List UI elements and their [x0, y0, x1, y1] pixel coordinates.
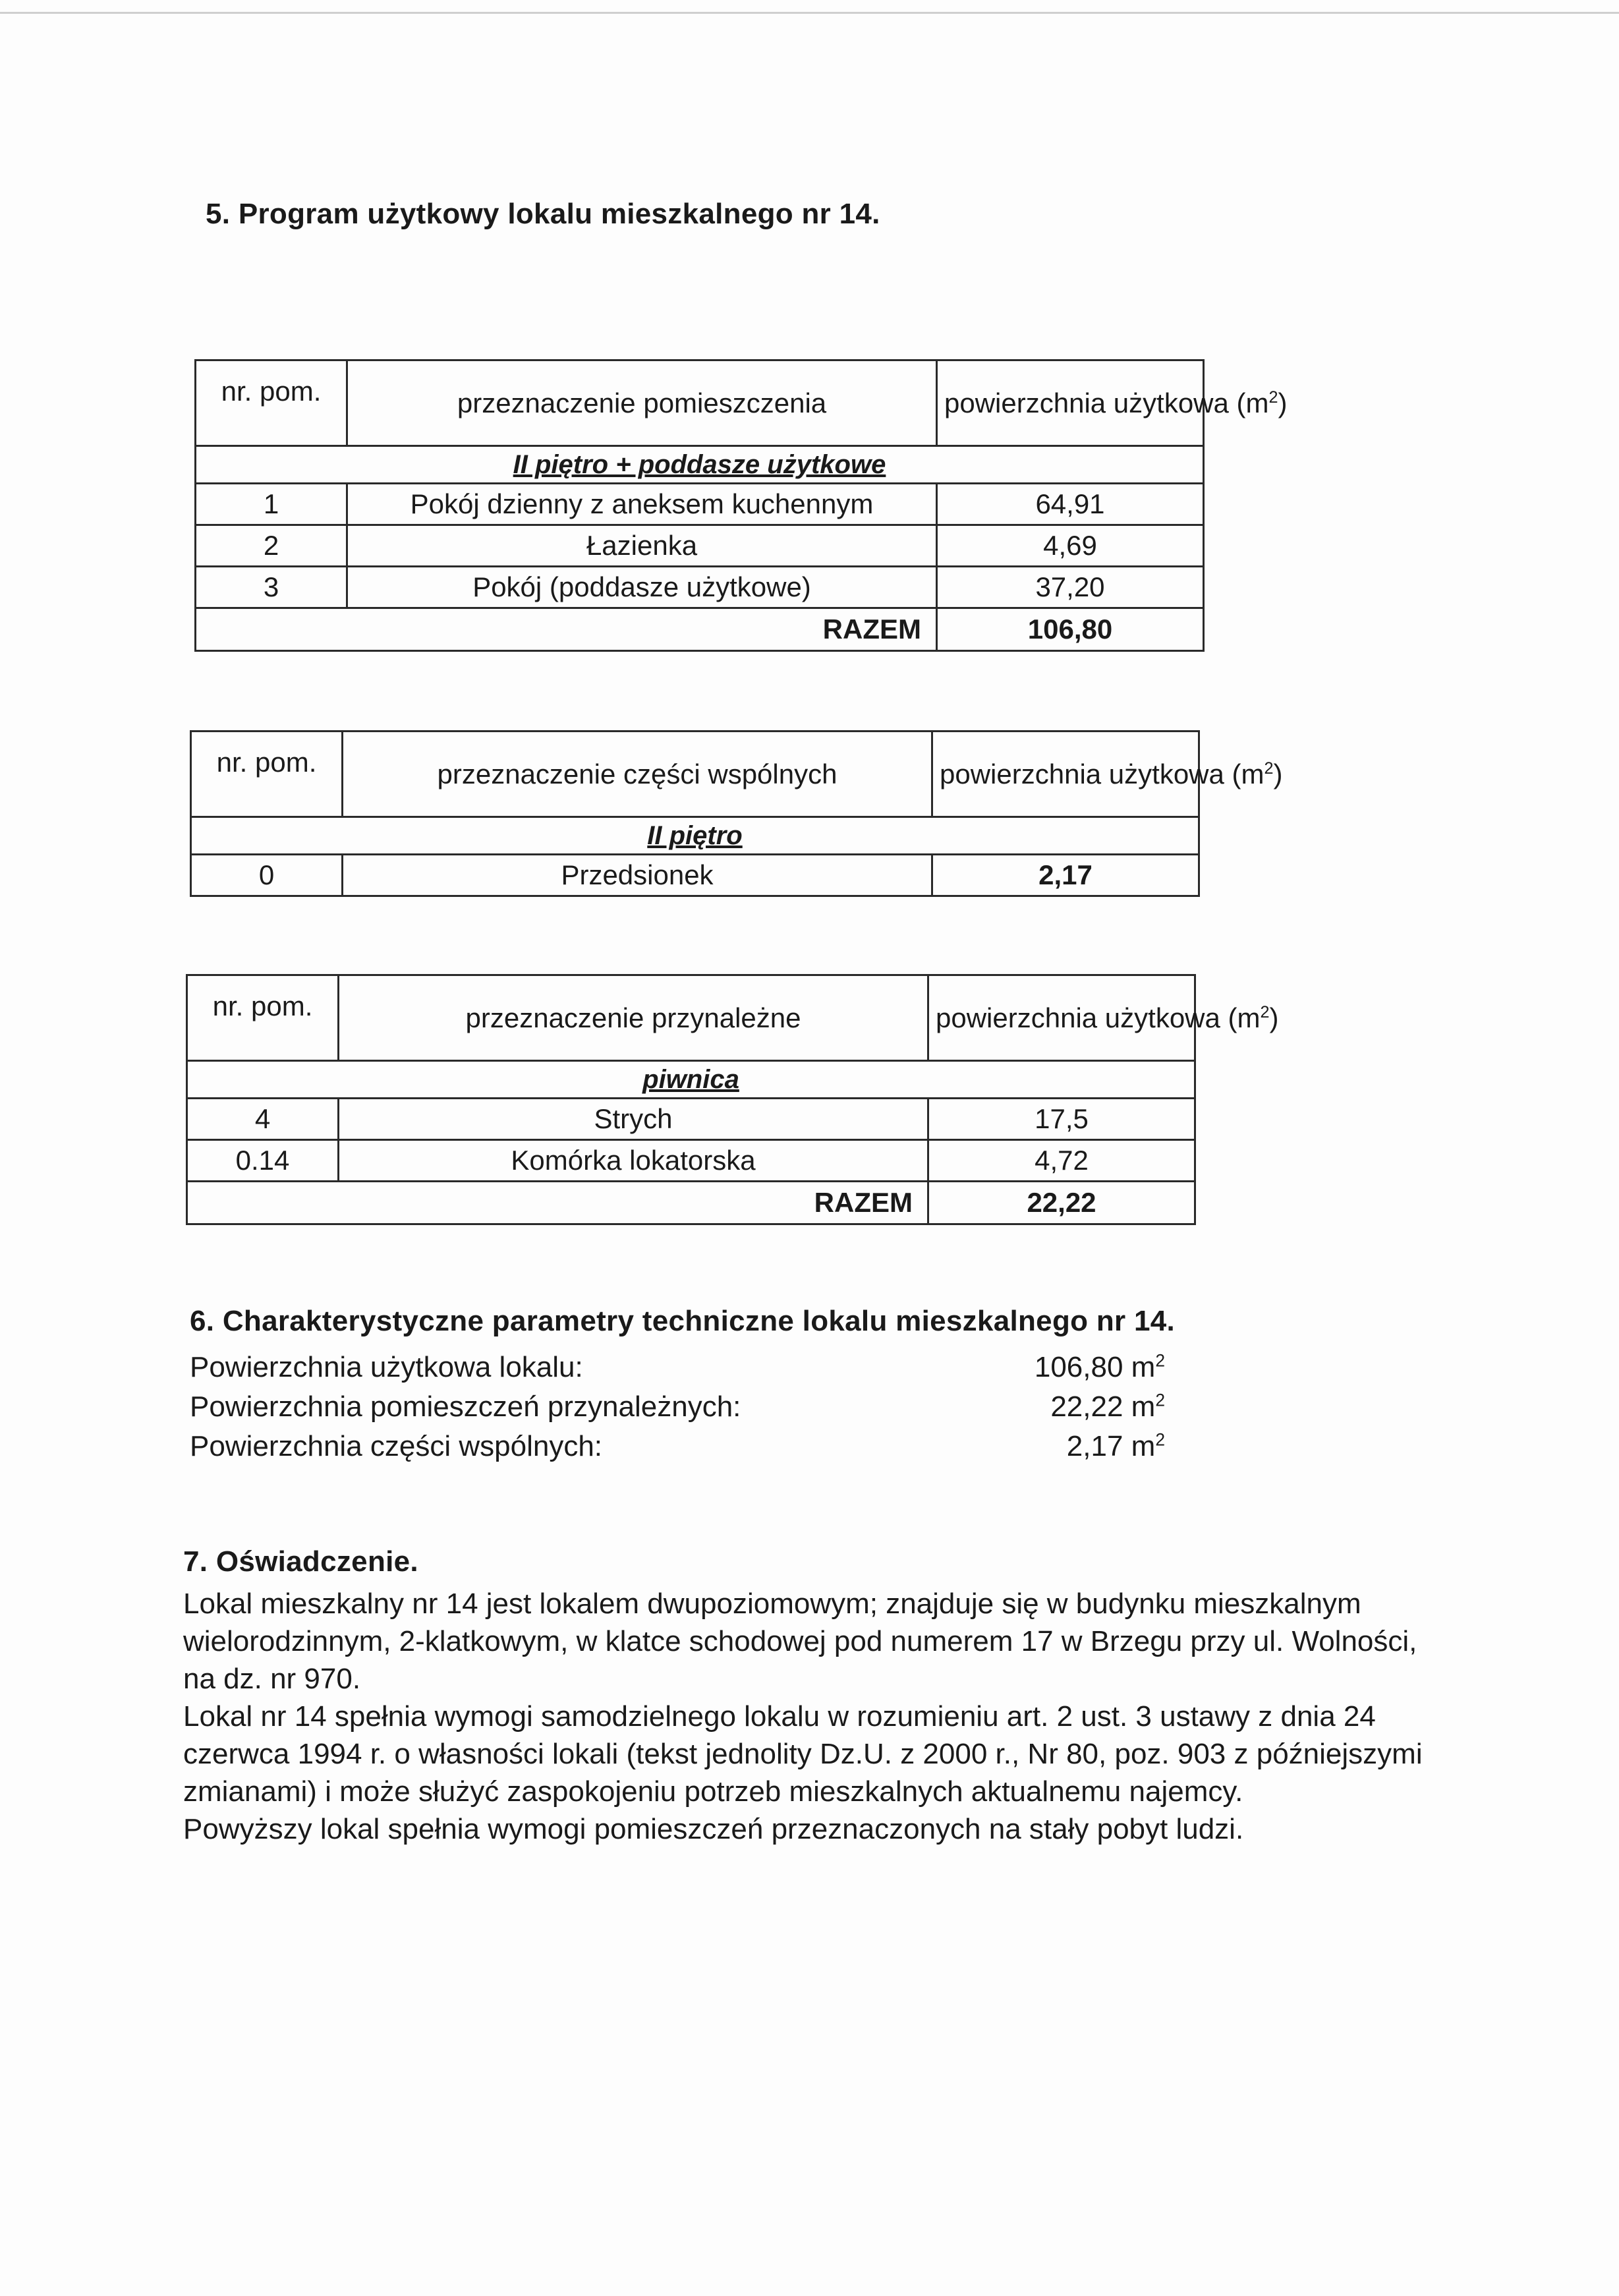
parameter-label: Powierzchnia części wspólnych:	[190, 1430, 603, 1462]
section-7-title: 7. Oświadczenie.	[183, 1545, 418, 1578]
section-6-title: 6. Charakterystyczne parametry techniczne lokalu mieszkalnego nr 14.	[190, 1305, 1176, 1337]
room-number: 0.14	[187, 1140, 339, 1182]
floor-subheader-row	[187, 1061, 1195, 1099]
total-row	[196, 608, 1204, 651]
paragraph-line: czerwca 1994 r. o własności lokali (tekst jednolity Dz.U. z 2000 r., Nr 80, poz. 903 z późniejszymi	[183, 1738, 1423, 1770]
parameter-label: Powierzchnia użytkowa lokalu:	[190, 1351, 583, 1383]
common-parts-table	[190, 730, 1283, 897]
room-number: 2	[196, 525, 347, 567]
room-name: Przedsionek	[343, 855, 932, 896]
table-header-row	[191, 732, 1199, 817]
table-row	[187, 1140, 1195, 1182]
room-number: 0	[191, 855, 343, 896]
floor-subheader: II piętro + poddasze użytkowe	[196, 446, 1204, 484]
room-area: 4,69	[937, 525, 1204, 567]
room-area: 2,17	[932, 855, 1199, 896]
room-name: Pokój (poddasze użytkowe)	[347, 567, 937, 608]
paragraph-line: Lokal mieszkalny nr 14 jest lokalem dwupoziomowym; znajduje się w budynku mieszkalnym	[183, 1588, 1361, 1620]
room-name: Pokój dzienny z aneksem kuchennym	[347, 484, 937, 525]
parameter-value: 106,80 $m^2$	[1034, 1350, 1165, 1383]
table-row	[196, 567, 1204, 608]
floor-subheader: II piętro	[191, 817, 1199, 855]
declaration-text	[183, 1585, 1534, 1848]
parameter-value: 22,22 $m^2$	[1050, 1390, 1165, 1423]
parameter-row	[190, 1348, 1165, 1387]
header-usable-area: powierzchnia użytkowa $(m^2)$	[932, 732, 1199, 817]
total-label: RAZEM	[187, 1182, 928, 1224]
table-row	[196, 484, 1204, 525]
room-name: Łazienka	[347, 525, 937, 567]
room-area: 4,72	[928, 1140, 1195, 1182]
header-room-number: nr. pom.	[191, 732, 343, 817]
total-row	[187, 1182, 1195, 1224]
total-value: 22,22	[928, 1182, 1195, 1224]
room-area: 64,91	[937, 484, 1204, 525]
table-row	[187, 1099, 1195, 1140]
parameter-value: 2,17 $m^2$	[1066, 1429, 1165, 1462]
total-value: 106,80	[937, 608, 1204, 651]
header-room-purpose: przeznaczenie pomieszczenia	[347, 360, 937, 446]
room-area: 17,5	[928, 1099, 1195, 1140]
room-name: Komórka lokatorska	[339, 1140, 928, 1182]
paragraph-line: na dz. nr 970.	[183, 1663, 361, 1695]
header-room-number: nr. pom.	[187, 975, 339, 1061]
header-usable-area: powierzchnia użytkowa $(m^2)$	[928, 975, 1195, 1061]
floor-subheader-row	[191, 817, 1199, 855]
rooms-table	[194, 359, 1288, 652]
table-row	[196, 525, 1204, 567]
technical-parameters	[190, 1348, 1165, 1466]
paragraph-line: Lokal nr 14 spełnia wymogi samodzielnego lokalu w rozumieniu art. 2 ust. 3 ustawy z dnia 24	[183, 1700, 1376, 1733]
parameter-row	[190, 1387, 1165, 1427]
room-area: 37,20	[937, 567, 1204, 608]
paragraph-line: wielorodzinnym, 2-klatkowym, w klatce schodowej pod numerem 17 w Brzegu przy ul. Wolności,	[183, 1625, 1417, 1657]
room-number: 1	[196, 484, 347, 525]
table-row	[191, 855, 1199, 896]
table-header-row	[196, 360, 1204, 446]
header-appurtenant-purpose: przeznaczenie przynależne	[339, 975, 928, 1061]
parameter-label: Powierzchnia pomieszczeń przynależnych:	[190, 1391, 741, 1423]
header-common-purpose: przeznaczenie części wspólnych	[343, 732, 932, 817]
header-room-number: nr. pom.	[196, 360, 347, 446]
appurtenant-rooms-table	[186, 974, 1279, 1225]
paragraph-line: zmianami) i może służyć zaspokojeniu potrzeb mieszkalnych aktualnemu najemcy.	[183, 1775, 1243, 1808]
total-label: RAZEM	[196, 608, 937, 651]
room-number: 4	[187, 1099, 339, 1140]
table-header-row	[187, 975, 1195, 1061]
floor-subheader-row	[196, 446, 1204, 484]
header-usable-area: powierzchnia użytkowa $(m^2)$	[937, 360, 1204, 446]
room-number: 3	[196, 567, 347, 608]
page-top-edge	[0, 12, 1619, 14]
room-name: Strych	[339, 1099, 928, 1140]
parameter-row	[190, 1427, 1165, 1466]
section-5-title: 5. Program użytkowy lokalu mieszkalnego nr 14.	[206, 198, 880, 230]
paragraph-line: Powyższy lokal spełnia wymogi pomieszczeń przeznaczonych na stały pobyt ludzi.	[183, 1813, 1244, 1845]
floor-subheader: piwnica	[187, 1061, 1195, 1099]
